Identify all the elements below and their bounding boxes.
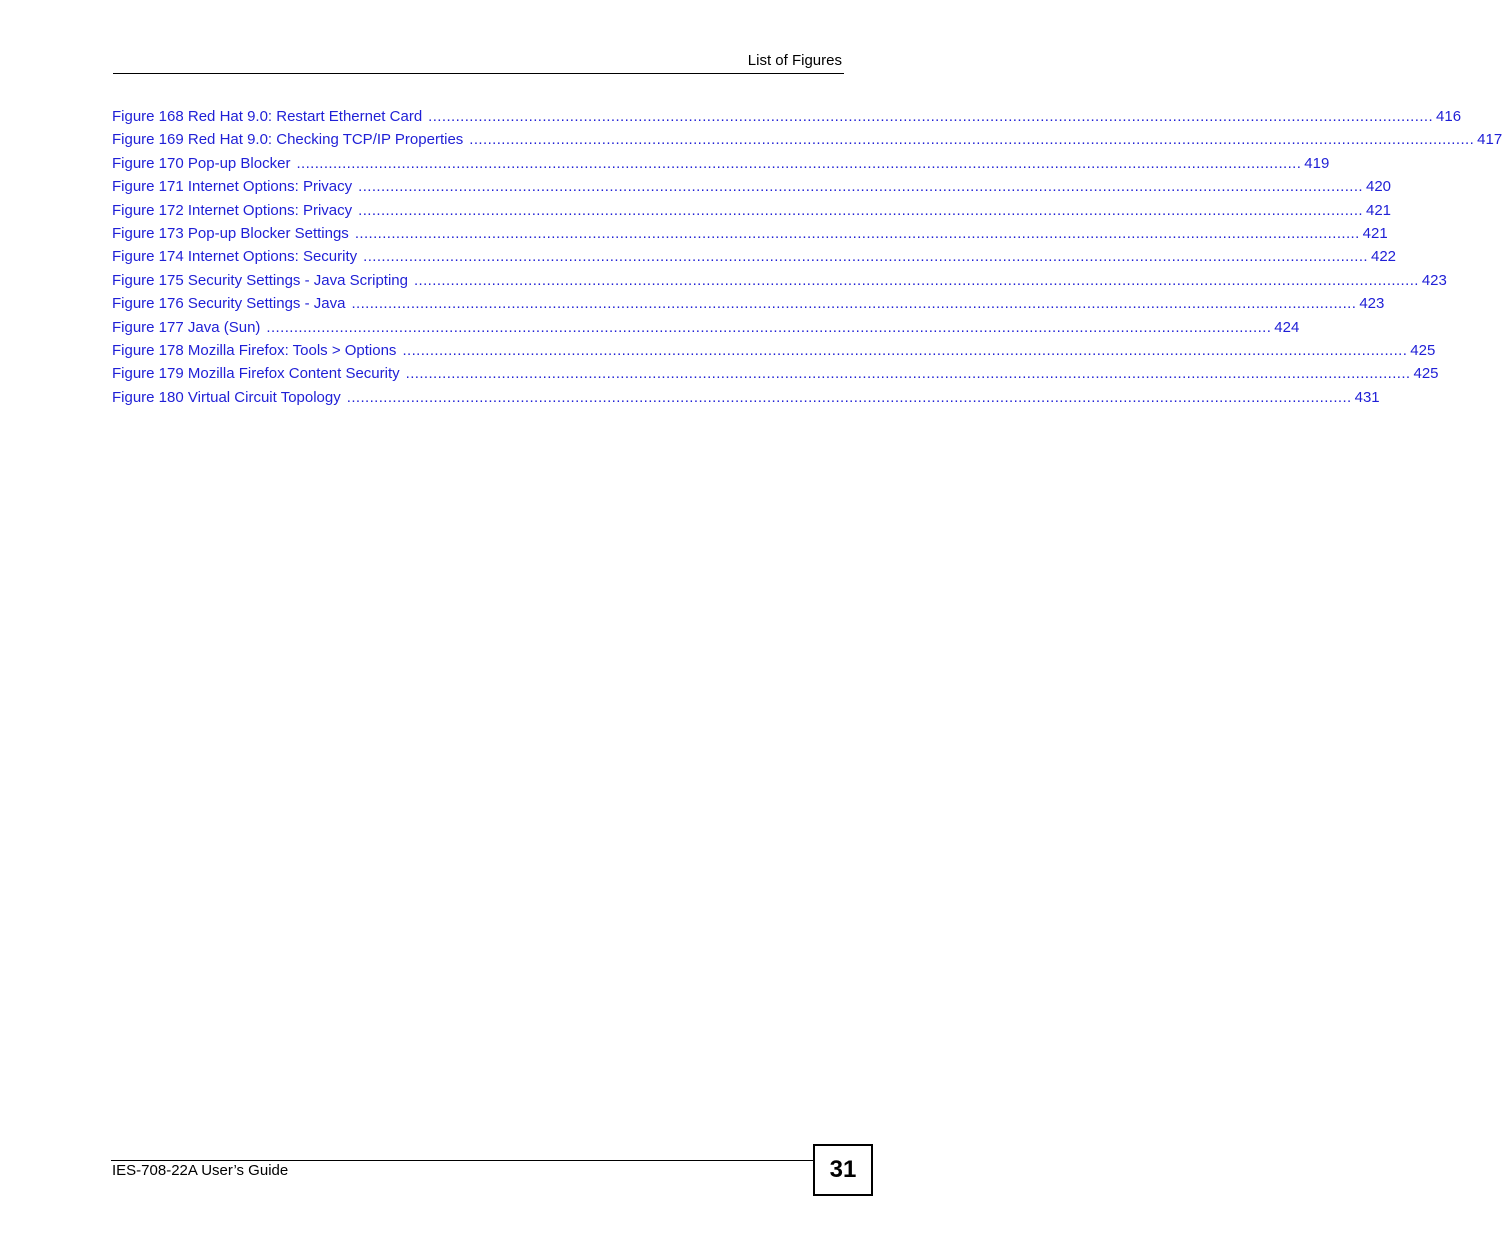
- toc-entry-figure-174[interactable]: [112, 245, 1397, 268]
- toc-entry-title: Figure 178 Mozilla Firefox: Tools > Options: [112, 341, 397, 359]
- toc-leader-dots: ............................................................................................................................................................................................................................: [402, 341, 1408, 359]
- toc-leader-dots: ............................................................................................................................................................................................................................: [469, 131, 1475, 149]
- toc-entry-title: Figure 172 Internet Options: Privacy: [112, 201, 353, 219]
- toc-leader-dots: ............................................................................................................................................................................................................................: [351, 295, 1357, 313]
- toc-entry-title: Figure 170 Pop-up Blocker: [112, 154, 291, 172]
- toc-entry-title: Figure 169 Red Hat 9.0: Checking TCP/IP Properties: [112, 131, 464, 149]
- toc-entry-figure-179[interactable]: [112, 362, 1439, 385]
- footer-divider: [111, 1160, 815, 1161]
- list-of-figures: [112, 105, 1502, 409]
- toc-entry-page: 421: [1362, 224, 1388, 242]
- toc-entry-figure-177[interactable]: [112, 316, 1300, 339]
- toc-entry-page: 423: [1359, 295, 1385, 313]
- toc-entry-page: 422: [1371, 248, 1397, 266]
- toc-entry-figure-175[interactable]: [112, 269, 1447, 292]
- toc-entry-page: 421: [1365, 201, 1392, 219]
- toc-entry-figure-168[interactable]: [112, 105, 1462, 128]
- toc-leader-dots: ............................................................................................................................................................................................................................: [346, 388, 1352, 406]
- toc-entry-figure-169[interactable]: [112, 128, 1502, 151]
- toc-entry-title: Figure 168 Red Hat 9.0: Restart Ethernet Card: [112, 108, 423, 125]
- toc-entry-title: Figure 175 Security Settings - Java Scripting: [112, 271, 408, 289]
- toc-entry-title: Figure 173 Pop-up Blocker Settings: [112, 224, 349, 242]
- toc-entry-page: 423: [1421, 271, 1447, 289]
- toc-entry-figure-173[interactable]: [112, 222, 1388, 245]
- toc-leader-dots: ............................................................................................................................................................................................................................: [358, 201, 1363, 219]
- toc-entry-title: Figure 171 Internet Options: Privacy: [112, 178, 353, 196]
- toc-entry-page: 431: [1354, 388, 1380, 406]
- footer-guide-name: IES-708-22A User’s Guide: [112, 1162, 289, 1179]
- toc-leader-dots: ............................................................................................................................................................................................................................: [358, 178, 1363, 196]
- toc-entry-page: 425: [1410, 341, 1436, 359]
- page-number: 31: [829, 1156, 857, 1183]
- toc-entry-page: 419: [1304, 154, 1330, 172]
- toc-entry-title: Figure 179 Mozilla Firefox Content Security: [112, 365, 400, 383]
- toc-leader-dots: ............................................................................................................................................................................................................................: [428, 108, 1434, 125]
- toc-entry-page: 420: [1365, 178, 1392, 196]
- toc-entry-figure-176[interactable]: [112, 292, 1385, 315]
- toc-entry-title: Figure 174 Internet Options: Security: [112, 248, 358, 266]
- toc-entry-figure-171[interactable]: [112, 175, 1392, 198]
- toc-entry-figure-178[interactable]: [112, 339, 1436, 362]
- toc-entry-title: Figure 177 Java (Sun): [112, 318, 261, 336]
- toc-entry-title: Figure 180 Virtual Circuit Topology: [112, 388, 341, 406]
- toc-leader-dots: ............................................................................................................................................................................................................................: [405, 365, 1411, 383]
- toc-leader-dots: ............................................................................................................................................................................................................................: [296, 154, 1302, 172]
- toc-entry-page: 416: [1436, 108, 1462, 125]
- running-header-title: List of Figures: [747, 52, 842, 69]
- toc-entry-title: Figure 176 Security Settings - Java: [112, 295, 346, 313]
- toc-leader-dots: ............................................................................................................................................................................................................................: [354, 224, 1360, 242]
- toc-entry-page: 417: [1477, 131, 1502, 149]
- toc-entry-figure-180[interactable]: [112, 386, 1380, 409]
- toc-entry-figure-172[interactable]: [112, 199, 1392, 222]
- header-divider: [113, 73, 844, 74]
- toc-entry-page: 424: [1274, 318, 1300, 336]
- toc-entry-figure-170[interactable]: [112, 152, 1330, 175]
- page-number-box: [813, 1144, 873, 1196]
- toc-entry-page: 425: [1413, 365, 1439, 383]
- toc-leader-dots: ............................................................................................................................................................................................................................: [363, 248, 1368, 266]
- toc-leader-dots: ............................................................................................................................................................................................................................: [413, 271, 1419, 289]
- toc-leader-dots: ............................................................................................................................................................................................................................: [266, 318, 1272, 336]
